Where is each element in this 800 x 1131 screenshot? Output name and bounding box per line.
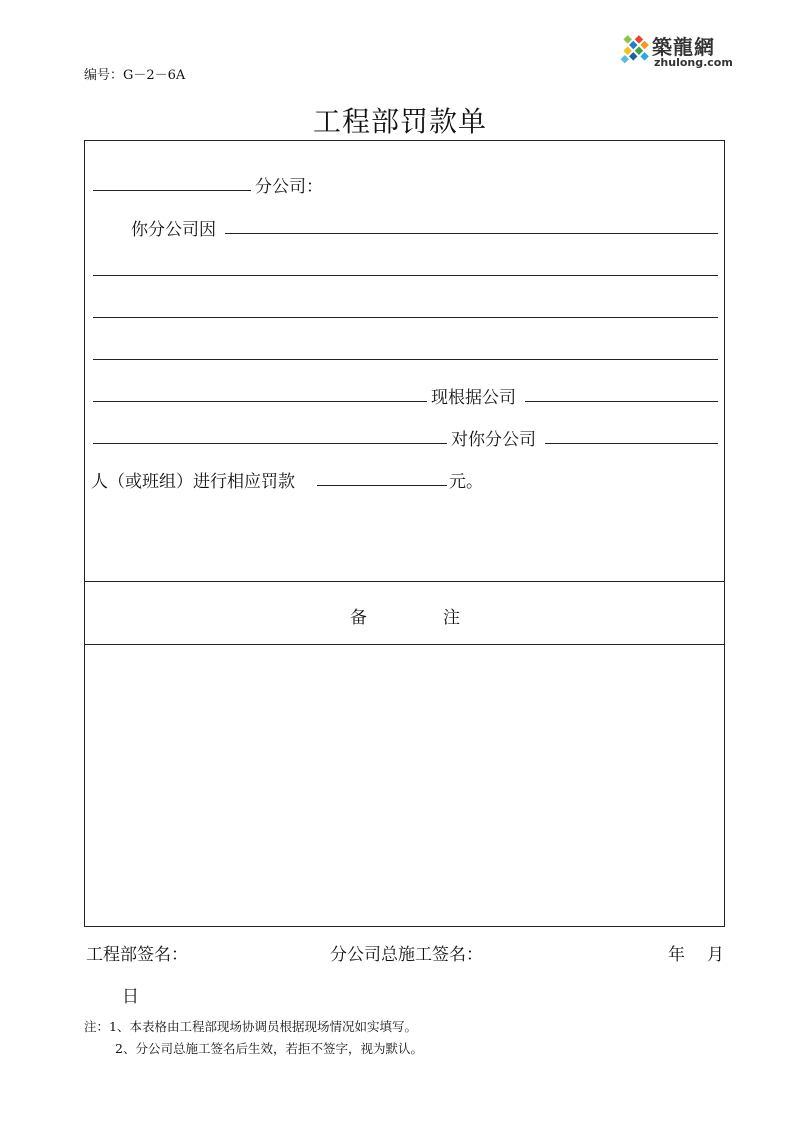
zhulong-logo-icon xyxy=(618,34,650,66)
branch-label: 分公司： xyxy=(255,177,323,197)
remarks-area[interactable] xyxy=(85,646,724,926)
year-label: 年 xyxy=(668,945,685,965)
reason-blank-3[interactable] xyxy=(93,317,718,318)
penalty-text: 人（或班组）进行相应罚款 xyxy=(91,472,295,492)
page-title: 工程部罚款单 xyxy=(312,105,487,138)
branch-signature-label: 分公司总施工签名： xyxy=(330,945,483,965)
person-blank[interactable] xyxy=(545,443,718,444)
according-to-company-label: 现根据公司 xyxy=(431,388,516,408)
zhulong-logo xyxy=(618,30,738,74)
reason-blank-1[interactable] xyxy=(225,233,718,234)
logo-text: 築龍網 xyxy=(652,35,715,59)
to-your-branch-label: 对你分公司 xyxy=(451,430,536,450)
reason-blank-2[interactable] xyxy=(93,275,718,276)
branch-name-blank[interactable] xyxy=(93,190,251,191)
remark-label-left: 备 xyxy=(350,608,367,628)
currency-unit: 元。 xyxy=(449,472,483,492)
divider-top xyxy=(85,581,724,582)
penalty-amount-blank[interactable] xyxy=(317,485,447,486)
reason-blank-5[interactable] xyxy=(93,401,427,402)
regulation-blank[interactable] xyxy=(525,401,718,402)
logo-domain: zhulong.com xyxy=(654,56,733,69)
reason-prefix: 你分公司因 xyxy=(131,220,216,240)
day-label: 日 xyxy=(122,987,139,1007)
note-1: 注：1、本表格由工程部现场协调员根据现场情况如实填写。 xyxy=(84,1019,417,1034)
penalty-form-box xyxy=(84,140,725,927)
regulation-blank-2[interactable] xyxy=(93,443,447,444)
divider-bottom xyxy=(85,644,724,645)
engineering-signature-label: 工程部签名： xyxy=(86,945,188,965)
document-number: 编号：G－2－6A xyxy=(84,68,186,83)
month-label: 月 xyxy=(707,945,724,965)
note-2: 2、分公司总施工签名后生效，若拒不签字，视为默认。 xyxy=(115,1041,423,1056)
remark-label-right: 注 xyxy=(443,608,460,628)
reason-blank-4[interactable] xyxy=(93,359,718,360)
